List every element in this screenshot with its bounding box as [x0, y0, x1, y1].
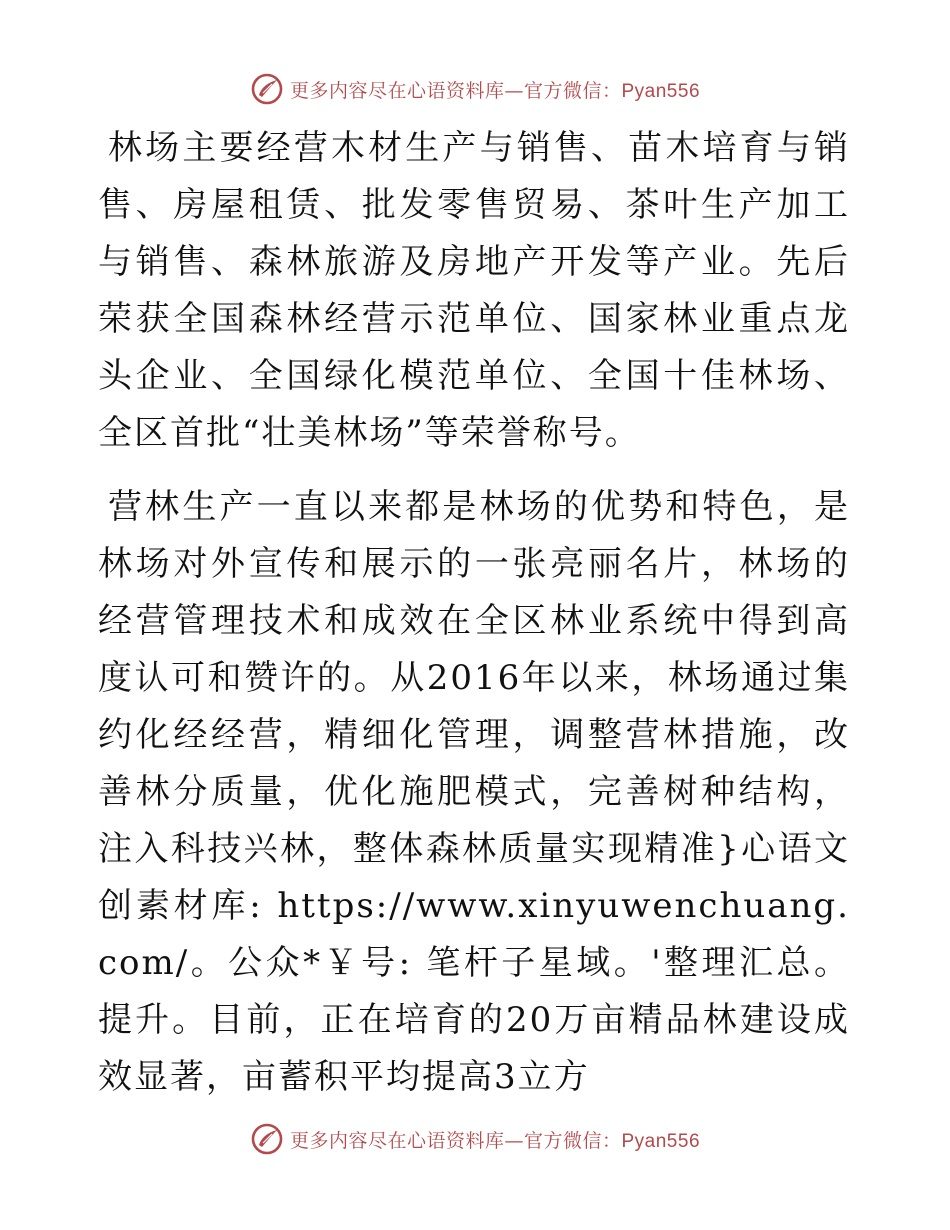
banner-site-text: 更多内容尽在心语资料库: [289, 79, 505, 102]
paragraph-1: 林场主要经营木材生产与销售、苗木培育与销售、房屋租赁、批发零售贸易、茶叶生产加工与销售、森林旅游及房地产开发等产业。先后荣获全国森林经营示范单位、国家林业重点龙头企业、全国绿化模范单位、全国十佳林场、全区首批“壮美林场”等荣誉称号。: [98, 128, 850, 453]
banner-dash: —: [504, 1129, 524, 1152]
brand-logo-icon: [250, 1122, 284, 1156]
page-footer-banner: [0, 1122, 950, 1156]
banner-site-text: 更多内容尽在心语资料库: [289, 1129, 505, 1152]
paragraph-2: 营林生产一直以来都是林场的优势和特色，是林场对外宣传和展示的一张亮丽名片，林场的经营管理技术和成效在全区林业系统中得到高度认可和赞许的。从2016年以来，林场通过集约化经经营，精细化管理，调整营林措施，改善林分质量，优化施肥模式，完善树种结构，注入科技兴林，整体森林质量实现精准}心语文创素材库: https://www.xinyuwenchuang.com/。公众*￥号: 笔杆子星域。'整理汇总。提升。目前，正在培育的20万亩精品林建设成效显著，亩蓄积平均提高3立方: [98, 487, 850, 1097]
banner-wechat-label: 官方微信：: [523, 1129, 622, 1152]
banner-dash: —: [504, 79, 524, 102]
banner-wechat-handle: Pyan556: [621, 80, 701, 102]
banner-wechat-handle: Pyan556: [621, 1130, 701, 1152]
brand-logo-icon: [250, 72, 284, 106]
document-body: [98, 120, 850, 1106]
banner-wechat-label: 官方微信：: [523, 79, 622, 102]
page-header-banner: [0, 72, 950, 106]
banner-text: [290, 76, 700, 103]
banner-text: [290, 1126, 700, 1153]
